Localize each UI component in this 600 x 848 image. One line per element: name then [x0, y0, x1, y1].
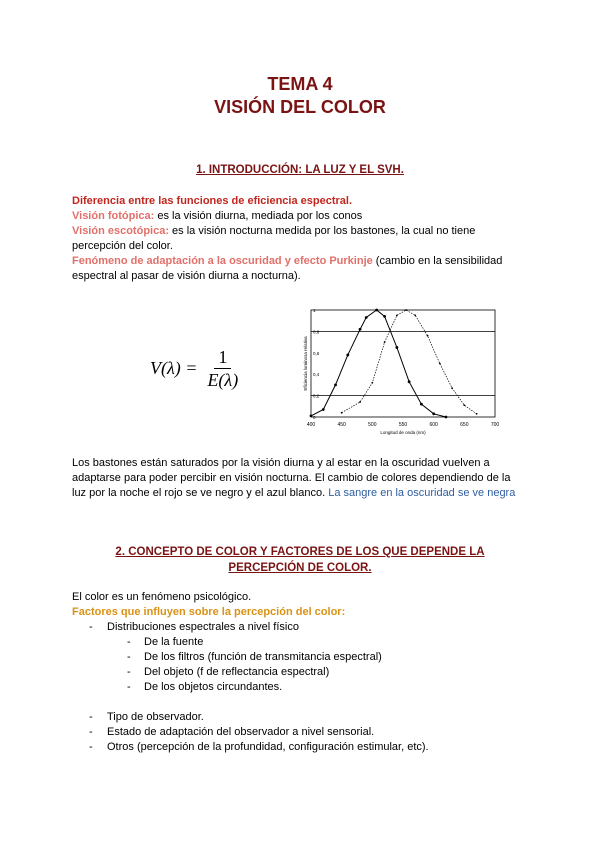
list-item: - De la fuente: [72, 635, 532, 650]
factores-label: Factores que influyen sobre la percepción del color:: [72, 606, 346, 618]
data-point-fotópica: [439, 363, 441, 365]
page-title-line2: VISIÓN DEL COLOR: [214, 97, 386, 117]
data-point-fotópica: [451, 387, 453, 389]
list-item: - De los objetos circundantes.: [72, 680, 532, 695]
data-point-escotópica: [322, 408, 325, 411]
y-tick-label: 0,8: [313, 329, 320, 335]
color-intro: El color es un fenómeno psicológico.: [72, 591, 252, 603]
escotopica-line: [72, 224, 522, 254]
x-tick-label: 450: [337, 422, 346, 428]
section1-heading: 1. INTRODUCCIÓN: LA LUZ Y EL SVH.: [196, 164, 404, 176]
x-tick-label: 600: [429, 422, 438, 428]
x-tick-label: 700: [490, 422, 500, 428]
data-point-escotópica: [408, 380, 411, 383]
factores-list: [72, 620, 532, 635]
data-point-escotópica: [432, 412, 435, 415]
data-point-escotópica: [445, 416, 448, 419]
data-point-fotópica: [405, 309, 407, 311]
data-point-escotópica: [375, 309, 378, 312]
data-point-escotópica: [310, 415, 313, 418]
fotopica-label: Visión fotópica:: [72, 210, 155, 222]
fotopica-line: [72, 209, 522, 224]
list-item: - De los filtros (función de transmitancia espectral): [72, 650, 532, 665]
distribuciones-sublist: [72, 635, 532, 695]
data-point-escotópica: [365, 316, 368, 319]
luminous-efficiency-formula: [150, 343, 242, 393]
formula-numerator: 1: [214, 346, 231, 369]
data-point-fotópica: [427, 335, 429, 337]
x-tick-label: 550: [398, 422, 408, 428]
data-point-fotópica: [463, 404, 465, 406]
x-tick-label: 650: [460, 422, 469, 428]
diff-label: Diferencia entre las funciones de eficiencia espectral.: [72, 195, 353, 207]
section2-heading-line2: PERCEPCIÓN DE COLOR.: [228, 562, 372, 574]
y-tick-label: 1: [313, 308, 316, 313]
spectral-efficiency-chart: [285, 302, 500, 437]
data-point-escotópica: [420, 403, 423, 406]
data-point-fotópica: [359, 401, 361, 403]
sangre-text: La sangre en la oscuridad se ve negra: [328, 487, 516, 499]
section2-heading-line1: 2. CONCEPTO DE COLOR Y FACTORES DE LOS QUE DEPENDE LA: [115, 546, 485, 558]
data-point-fotópica: [371, 382, 373, 384]
bastones-text: Los bastones están saturados por la visión diurna y al estar en la oscuridad vuelven a adaptarse para poder percibir en visión nocturna. El cambio de colores dependiendo de la luz por la noche el rojo se ve negro y el azul blanco.: [72, 457, 511, 499]
data-point-escotópica: [383, 315, 386, 318]
factores-list-continued: [72, 710, 532, 755]
formula-denominator: E(λ): [207, 369, 239, 390]
section1-intro-block: [72, 194, 522, 284]
data-point-fotópica: [414, 314, 416, 316]
purkinje-label: Fenómeno de adaptación a la oscuridad y efecto Purkinje: [72, 255, 373, 267]
data-point-fotópica: [476, 413, 478, 415]
list-item: - Estado de adaptación del observador a nivel sensorial.: [72, 725, 532, 740]
list-item: - Tipo de observador.: [72, 710, 532, 725]
y-axis-label: Eficiencia luminosa relativa: [303, 336, 308, 391]
purkinje-text: (cambio en la sensibilidad espectral al pasar de visión diurna a nocturna).: [72, 255, 503, 282]
fotopica-text: es la visión diurna, mediada por los conos: [154, 210, 363, 222]
y-tick-label: 0,6: [313, 350, 320, 356]
x-axis-label: Longitud de onda (nm): [380, 430, 426, 435]
data-point-fotópica: [384, 341, 386, 343]
data-point-fotópica: [396, 314, 398, 316]
data-point-fotópica: [341, 412, 343, 414]
x-tick-label: 500: [368, 422, 377, 428]
formula-fraction: [203, 346, 242, 391]
formula-lhs: V(λ) =: [150, 357, 198, 378]
y-tick-label: 0: [313, 415, 316, 420]
data-point-escotópica: [395, 346, 398, 349]
list-item: - Distribuciones espectrales a nivel físico: [72, 620, 532, 635]
list-item: - Otros (percepción de la profundidad, configuración estimular, etc).: [72, 740, 532, 755]
list-item: - Del objeto (f de reflectancia espectral): [72, 665, 532, 680]
purkinje-line: [72, 254, 522, 284]
data-point-escotópica: [334, 384, 337, 387]
escotopica-text: es la visión nocturna medida por los bastones, la cual no tiene percepción del color.: [72, 225, 476, 252]
y-tick-label: 0,2: [313, 393, 320, 399]
series-line-escotópica: [311, 310, 446, 417]
data-point-escotópica: [359, 328, 362, 331]
bastones-paragraph: [72, 456, 524, 501]
y-tick-label: 0,4: [313, 372, 320, 378]
page-title-line1: TEMA 4: [267, 74, 333, 94]
section2-block: [72, 590, 532, 755]
diff-line: [72, 194, 522, 209]
escotopica-label: Visión escotópica:: [72, 225, 169, 237]
data-point-escotópica: [346, 354, 349, 357]
x-tick-label: 400: [306, 422, 316, 428]
